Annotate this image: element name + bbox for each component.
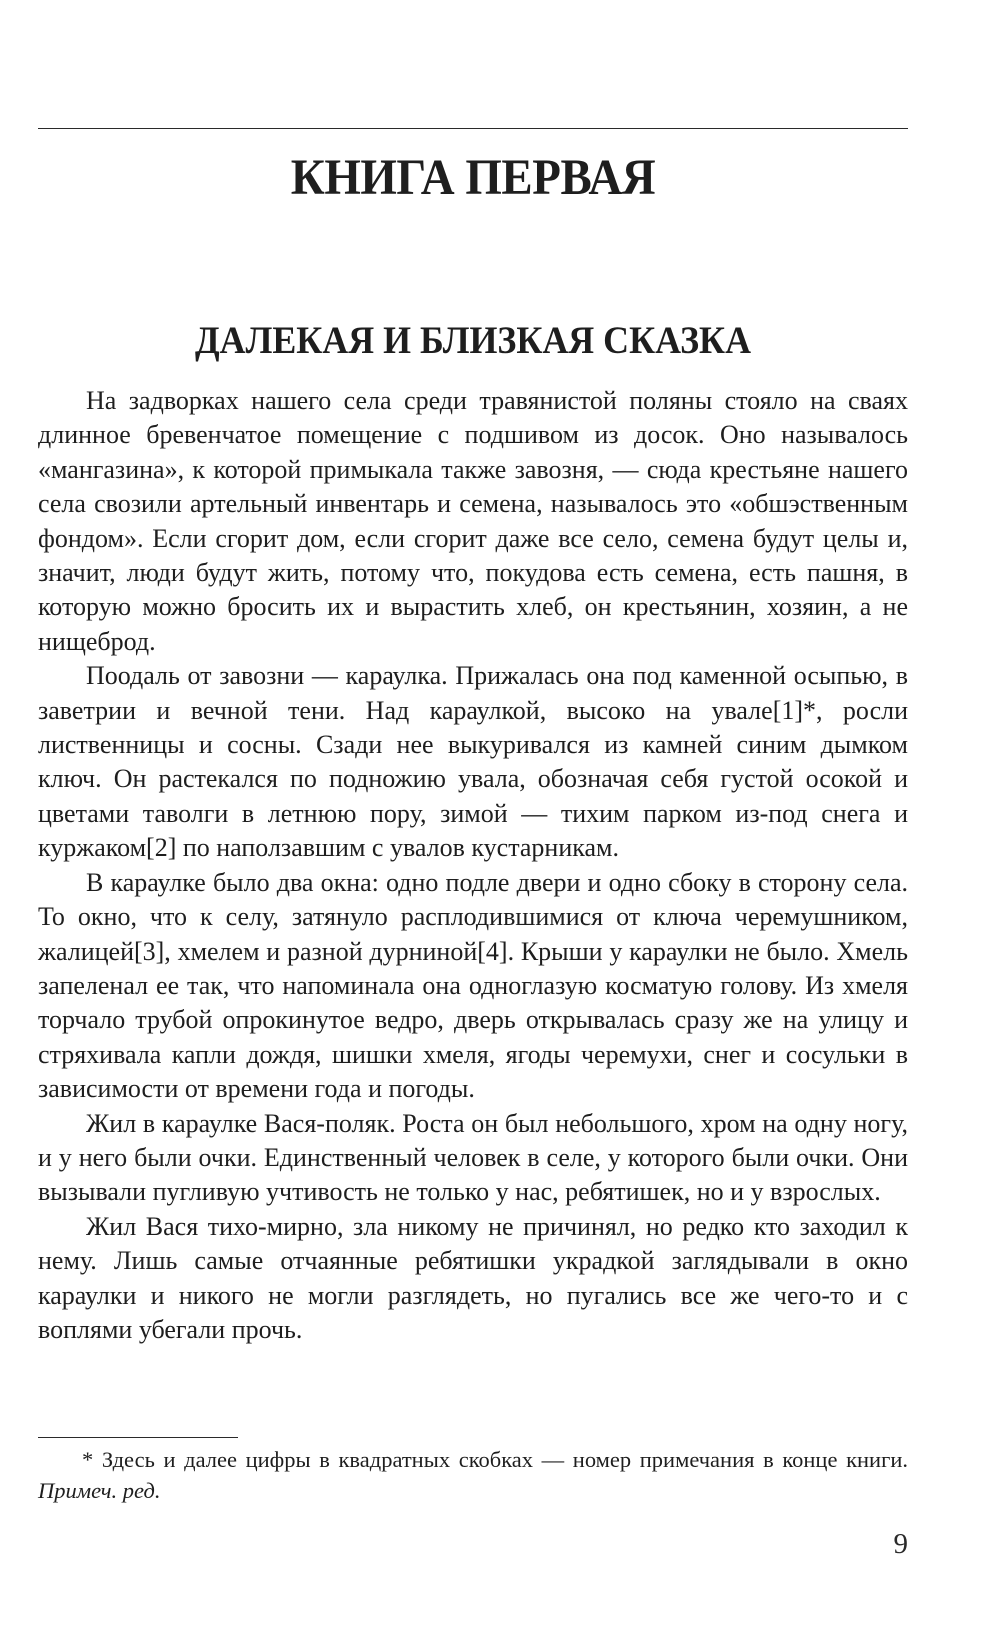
top-rule — [38, 128, 908, 129]
footnote-rule — [38, 1437, 238, 1438]
paragraph: Жил Вася тихо-мирно, зла никому не причинял, но редко кто заходил к нему. Лишь самые отчаянные ребятишки украдкой заглядывали в окно караулки и никого не могли разглядеть, но пугались все же чего-то и с воплями убегали прочь. — [38, 1211, 908, 1344]
paragraph: В караулке было два окна: одно подле двери и одно сбоку в сторону села. То окно, что к селу, затянуло расплодившимися от ключа черемушником, жалицей[3], хмелем и разной дурниной[4]. Крыши у караулки не было. Хмель запеленал ее так, что напоминала она одноглазую косматую голову. Из хмеля торчало трубой опрокинутое ведро, дверь открывалась сразу же на улицу и стряхивала капли дождя, шишки хмеля, ягоды черемухи, снег и сосульки в зависимости от времени года и погоды. — [38, 867, 908, 1104]
chapter-title: ДАЛЕКАЯ И БЛИЗКАЯ СКАЗКА — [195, 319, 751, 362]
paragraph: На задворках нашего села среди травянистой поляны стояло на сваях длинное бревенчатое помещение с подшивом из досок. Оно называлось «мангазина», к которой примыкала также завозня, — сюда крестьяне нашего села свозили артельный инвентарь и семена, называлось это «обшэственным фондом». Если сгорит дом, если сгорит даже все село, семена будут целы и, значит, люди будут жить, потому что, покудова есть семена, есть пашня, в которую можно бросить их и вырастить хлеб, он крестьянин, хозяин, а не нищеброд. — [38, 386, 908, 656]
body-text — [38, 384, 908, 1347]
footnote-signature: Примеч. ред. — [38, 1478, 161, 1503]
book-title: КНИГА ПЕРВАЯ — [290, 150, 656, 206]
footnote-text: * Здесь и далее цифры в квадратных скобках — номер примечания в конце книги. — [82, 1447, 908, 1472]
paragraph: Жил в караулке Вася-поляк. Роста он был небольшого, хром на одну ногу, и у него были очки. Единственный человек в селе, у которого были очки. Они вызывали пугливую учтивость не только у нас, ребятишек, но и у взрослых. — [38, 1108, 908, 1207]
footnote — [38, 1444, 908, 1506]
paragraph: Поодаль от завозни — караулка. Прижалась она под каменной осыпью, в заветрии и вечной тени. Над караулкой, высоко на увале[1]*, росли лиственницы и сосны. Сзади нее выкуривался из камней синим дымком ключ. Он растекался по подножию увала, обозначая себя густой осокой и цветами таволги в летнюю пору, зимой — тихим парком из-под снега и куржаком[2] по наползавшим с увалов кустарникам. — [38, 661, 908, 863]
page-number: 9 — [893, 1528, 908, 1560]
